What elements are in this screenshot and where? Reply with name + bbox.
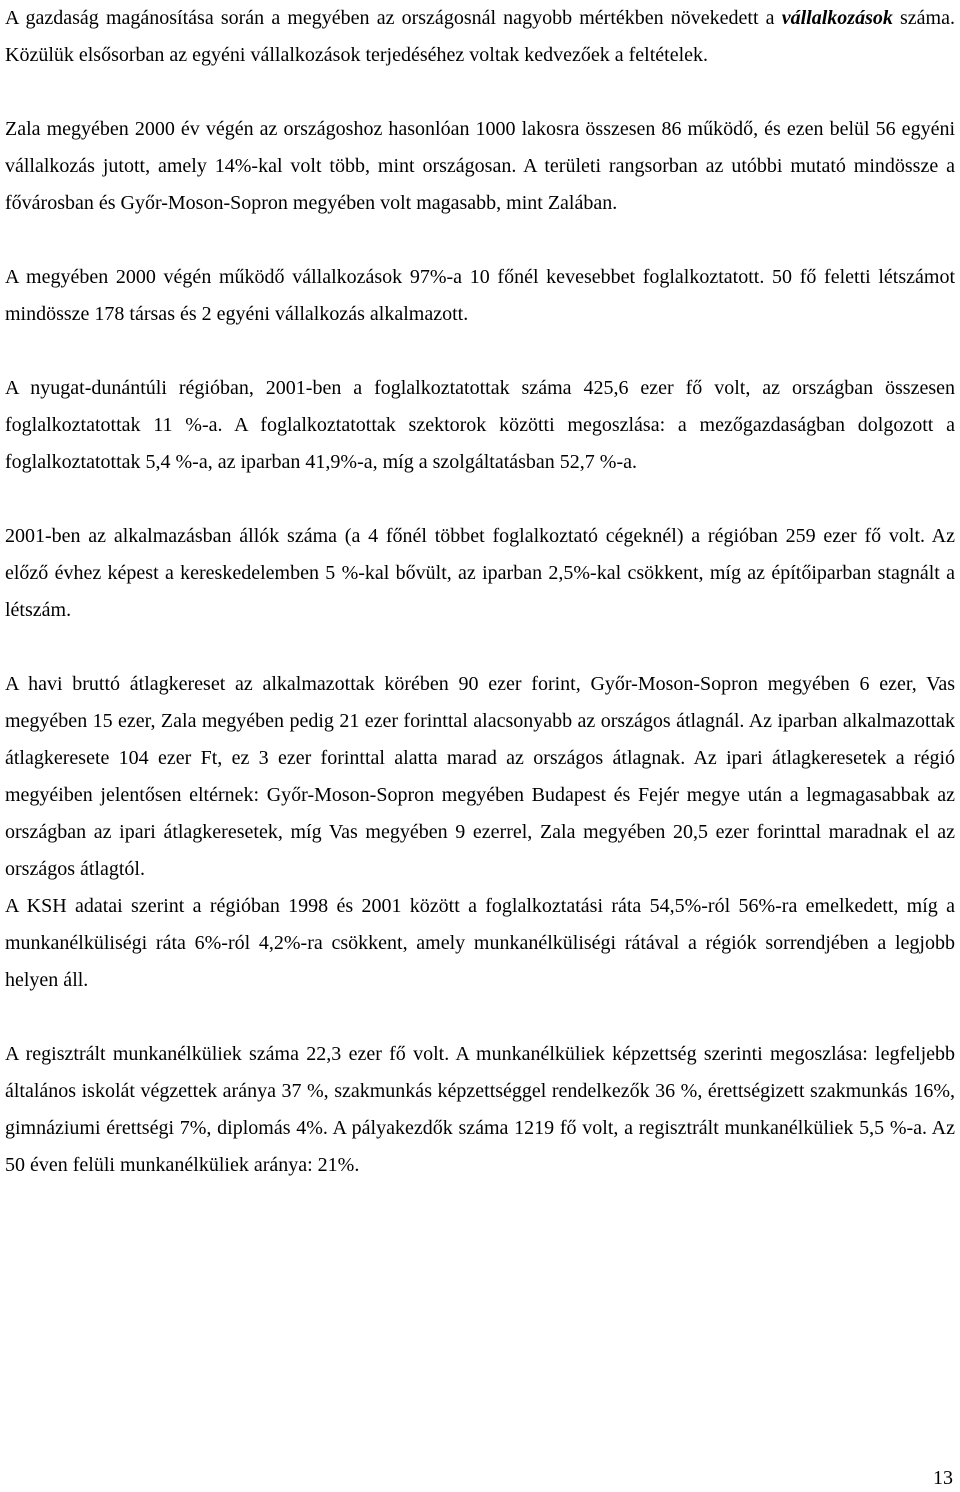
paragraph-gap bbox=[5, 999, 955, 1036]
paragraph-enterprise-size: A megyében 2000 végén működő vállalkozások 97%-a 10 főnél kevesebbet foglalkoztatott. 50 fő feletti létszámot mindössze 178 társas és 2 egyéni vállalkozás alkalmazott. bbox=[5, 266, 955, 325]
paragraph-average-wages: A havi bruttó átlagkereset az alkalmazottak körében 90 ezer forint, Győr-Moson-Sopron megyében 6 ezer, Vas megyében 15 ezer, Zala megyében pedig 21 ezer forinttal alacsonyabb az országos átlagnál. Az iparban alkalmazottak átlagkeresete 104 ezer Ft, ez 3 ezer forinttal alatta marad az országos átlagnak. Az ipari átlagkeresetek a régió megyéiben jelentősen eltérnek: Győr-Moson-Sopron megyében Budapest és Fejér megye után a legmagasabbak az országban az ipari átlagkeresetek, míg Vas megyében 9 ezerrel, Zala megyében 20,5 ezer forinttal maradnak el az országos átlagtól. bbox=[5, 673, 955, 880]
paragraph-gap bbox=[5, 74, 955, 111]
paragraph-text: száma. Közülük elsősorban az egyéni vállalkozások terjedéséhez voltak kedvezőek a feltételek. bbox=[5, 7, 955, 66]
paragraph-ksh-rates: A KSH adatai szerint a régióban 1998 és 2001 között a foglalkoztatási ráta 54,5%-ról 56%-ra emelkedett, míg a munkanélküliségi ráta 6%-ról 4,2%-ra csökkent, amely munkanélküliségi rátával a régiók sorrendjében a legjobb helyen áll. bbox=[5, 895, 955, 991]
paragraph-text: A gazdaság magánosítása során a megyében az országosnál nagyobb mértékben növekedett a bbox=[5, 7, 782, 29]
paragraph-entrepreneurship bbox=[5, 0, 955, 74]
paragraph-gap bbox=[5, 222, 955, 259]
page-number: 13 bbox=[933, 1467, 953, 1489]
paragraph-gap bbox=[5, 629, 955, 666]
paragraph-regional-employment: A nyugat-dunántúli régióban, 2001-ben a foglalkoztatottak száma 425,6 ezer fő volt, az országban összesen foglalkoztatottak 11 %-a. A foglalkoztatottak szektorok közötti megoszlása: a mezőgazdaságban dolgozott a foglalkoztatottak 5,4 %-a, az iparban 41,9%-a, míg a szolgáltatásban 52,7 %-a. bbox=[5, 377, 955, 473]
emphasized-term: vállalkozások bbox=[781, 7, 893, 29]
paragraph-zala-enterprises: Zala megyében 2000 év végén az országoshoz hasonlóan 1000 lakosra összesen 86 működő, és ezen belül 56 egyéni vállalkozás jutott, amely 14%-kal volt több, mint országosan. A területi rangsorban az utóbbi mutató mindössze a fővárosban és Győr-Moson-Sopron megyében volt magasabb, mint Zalában. bbox=[5, 118, 955, 214]
paragraph-gap bbox=[5, 333, 955, 370]
paragraph-employees-2001: 2001-ben az alkalmazásban állók száma (a 4 főnél többet foglalkoztató cégeknél) a régióban 259 ezer fő volt. Az előző évhez képest a kereskedelemben 5 %-kal bővült, az iparban 2,5%-kal csökkent, míg az építőiparban stagnált a létszám. bbox=[5, 525, 955, 621]
page-content bbox=[5, 0, 955, 1184]
paragraph-unemployed: A regisztrált munkanélküliek száma 22,3 ezer fő volt. A munkanélküliek képzettség szerinti megoszlása: legfeljebb általános iskolát végzettek aránya 37 %, szakmunkás képzettséggel rendelkezők 36 %, érettségizett szakmunkás 16%, gimnáziumi érettségi 7%, diplomás 4%. A pályakezdők száma 1219 fő volt, a regisztrált munkanélküliek 5,5 %-a. Az 50 éven felüli munkanélküliek aránya: 21%. bbox=[5, 1043, 955, 1176]
paragraph-gap bbox=[5, 481, 955, 518]
